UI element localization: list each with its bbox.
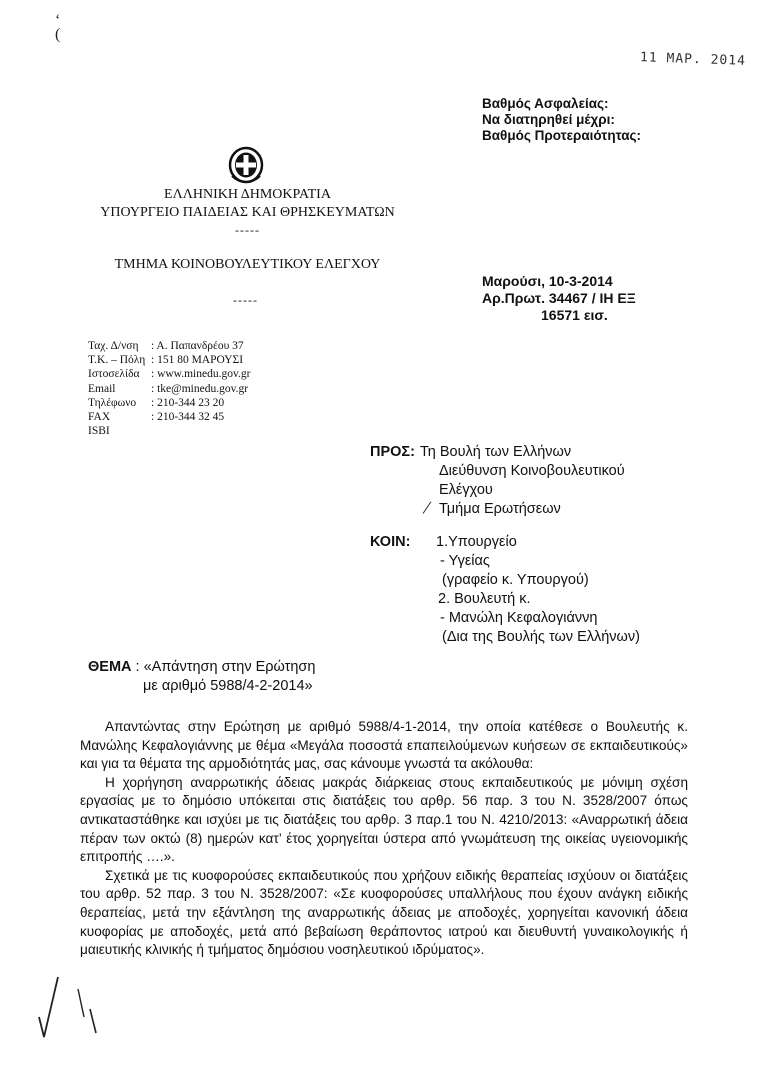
cc-label: ΚΟΙΝ: (370, 534, 411, 550)
separator-dashes: ----- (235, 223, 260, 237)
contact-row-address (88, 339, 250, 353)
handwritten-check-mark: / (421, 496, 433, 520)
handwritten-tick-icon (30, 965, 100, 1050)
contact-value: : www.minedu.gov.gr (151, 368, 251, 381)
priority-level-label: Βαθμός Προτεραιότητας: (482, 128, 642, 143)
contact-label: Τηλέφωνο (88, 396, 137, 409)
protocol-line-2: 16571 εισ. (541, 307, 608, 323)
contact-row-fax (88, 410, 250, 424)
cc-recipient-block (436, 533, 640, 647)
subject-label: ΘΕΜΑ (88, 659, 132, 675)
to-line-2: Διεύθυνση Κοινοβουλευτικού (439, 463, 625, 479)
received-date-stamp: 11 ΜΑΡ. 2014 (639, 50, 747, 69)
coat-of-arms-icon (228, 146, 264, 184)
to-line-1: Τη Βουλή των Ελλήνων (420, 444, 572, 460)
separator-dashes-lower: ----- (233, 293, 258, 307)
cc-line-6: (Δια της Βουλής των Ελλήνων) (442, 629, 640, 645)
place-date: Μαρούσι, 10-3-2014 (482, 273, 613, 289)
cc-line-3: (γραφείο κ. Υπουργού) (442, 572, 589, 588)
subject-line-2: με αριθμό 5988/4-2-2014» (143, 678, 313, 694)
handwritten-mark-top-left: ʻ ( (55, 12, 61, 43)
contact-row-isbi (88, 424, 250, 438)
republic-title: ΕΛΛΗΝΙΚΗ ΔΗΜΟΚΡΑΤΙΑ (164, 187, 331, 202)
contact-row-email (88, 382, 250, 396)
protocol-line-1: Αρ.Πρωτ. 34467 / ΙΗ ΕΞ (482, 290, 636, 306)
to-recipient-block (420, 443, 625, 519)
contact-label: FAX (88, 411, 111, 424)
retention-label: Να διατηρηθεί μέχρι: (482, 112, 615, 127)
contact-row-website (88, 367, 250, 381)
contact-label: Τ.Κ. – Πόλη (88, 354, 146, 367)
department-name: ΤΜΗΜΑ ΚΟΙΝΟΒΟΥΛΕΥΤΙΚΟΥ ΕΛΕΓΧΟΥ (114, 257, 381, 272)
ministry-header (70, 186, 425, 274)
subject-line-1 (88, 658, 315, 677)
protocol-number (482, 290, 636, 324)
security-level-label: Βαθμός Ασφαλείας: (482, 96, 609, 111)
cc-line-4: 2. Βουλευτή κ. (438, 591, 531, 607)
letter-body (80, 718, 688, 960)
contact-label: Ταχ. Δ/νση (88, 340, 139, 352)
to-line-4: Τμήμα Ερωτήσεων (439, 501, 561, 517)
body-paragraph-2: Η χορήγηση αναρρωτικής άδειας μακράς διάρκειας στους εκπαιδευτικούς με μόνιμη σχέση εργασίας με το δημόσιο υπόκειται στις διατάξεις του αρθρ. 56 παρ. 3 του Ν. 3528/2007 όπως αντικαταστάθηκε και ισχύει με τις διατάξεις του αρθρ. 3 παρ.1 του Ν. 4210/2013: «Αναρρωτική άδεια πέραν των οκτώ (8) ημερών κατ’ έτος χορηγείται ύστερα από γνωμάτευση της οικείας υγειονομικής επιτροπής ….». (80, 774, 688, 865)
contact-value: : tke@minedu.gov.gr (151, 382, 249, 395)
contact-label: Ιστοσελίδα (88, 368, 140, 381)
subject-text: : «Απάντηση στην Ερώτηση (131, 659, 316, 675)
contact-label: ISBI (88, 425, 110, 438)
contact-info (88, 339, 250, 438)
subject-block (88, 658, 315, 696)
ministry-name: ΥΠΟΥΡΓΕΙΟ ΠΑΙΔΕΙΑΣ ΚΑΙ ΘΡΗΣΚΕΥΜΑΤΩΝ (100, 205, 395, 220)
contact-row-postcode (88, 353, 250, 367)
contact-value: : 210-344 32 45 (151, 411, 225, 424)
contact-value: : 210-344 23 20 (151, 396, 225, 409)
body-paragraph-3: Σχετικά με τις κυοφορούσες εκπαιδευτικούς που χρήζουν ειδικής θεραπείας ισχύουν οι διατάξεις του αρθρ. 52 παρ. 3 του Ν. 3528/2007: «Σε κυοφορούσες υπαλλήλους που έχουν ανάγκη ειδικής θεραπείας, μετά την εξάντληση της αναρρωτικής άδειας με αποδοχές, χορηγείται κανονική άδεια κυοφορίας με αποδοχές, μετά από βεβαίωση θεράποντος ιατρού και διευθυντή γυναικολογικής ή μαιευτικής κλινικής ή τμήματος δημόσιου νοσηλευτικού ιδρύματος». (80, 867, 688, 958)
contact-value: : 151 80 ΜΑΡΟΥΣΙ (151, 354, 244, 367)
contact-value: : Α. Παπανδρέου 37 (151, 340, 244, 352)
contact-row-phone (88, 396, 250, 410)
security-classification-block (482, 96, 641, 144)
body-paragraph-1: Απαντώντας στην Ερώτηση με αριθμό 5988/4-1-2014, την οποία κατέθεσε ο Βουλευτής κ. Μανώλης Κεφαλογιάννης με θέμα «Μεγάλα ποσοστά επαπειλούμενων κυήσεων σε εκπαιδευτικούς» και για τα θέματα της αρμοδιότητάς μας, σας κάνουμε γνωστά τα ακόλουθα: (80, 719, 688, 772)
to-label: ΠΡΟΣ: (370, 444, 415, 460)
cc-line-5: - Μανώλη Κεφαλογιάννη (440, 610, 598, 626)
contact-label: Email (88, 382, 116, 395)
cc-line-1: 1.Υπουργείο (436, 534, 517, 550)
cc-line-2: - Υγείας (440, 553, 490, 569)
to-line-3: Ελέγχου (439, 482, 493, 498)
